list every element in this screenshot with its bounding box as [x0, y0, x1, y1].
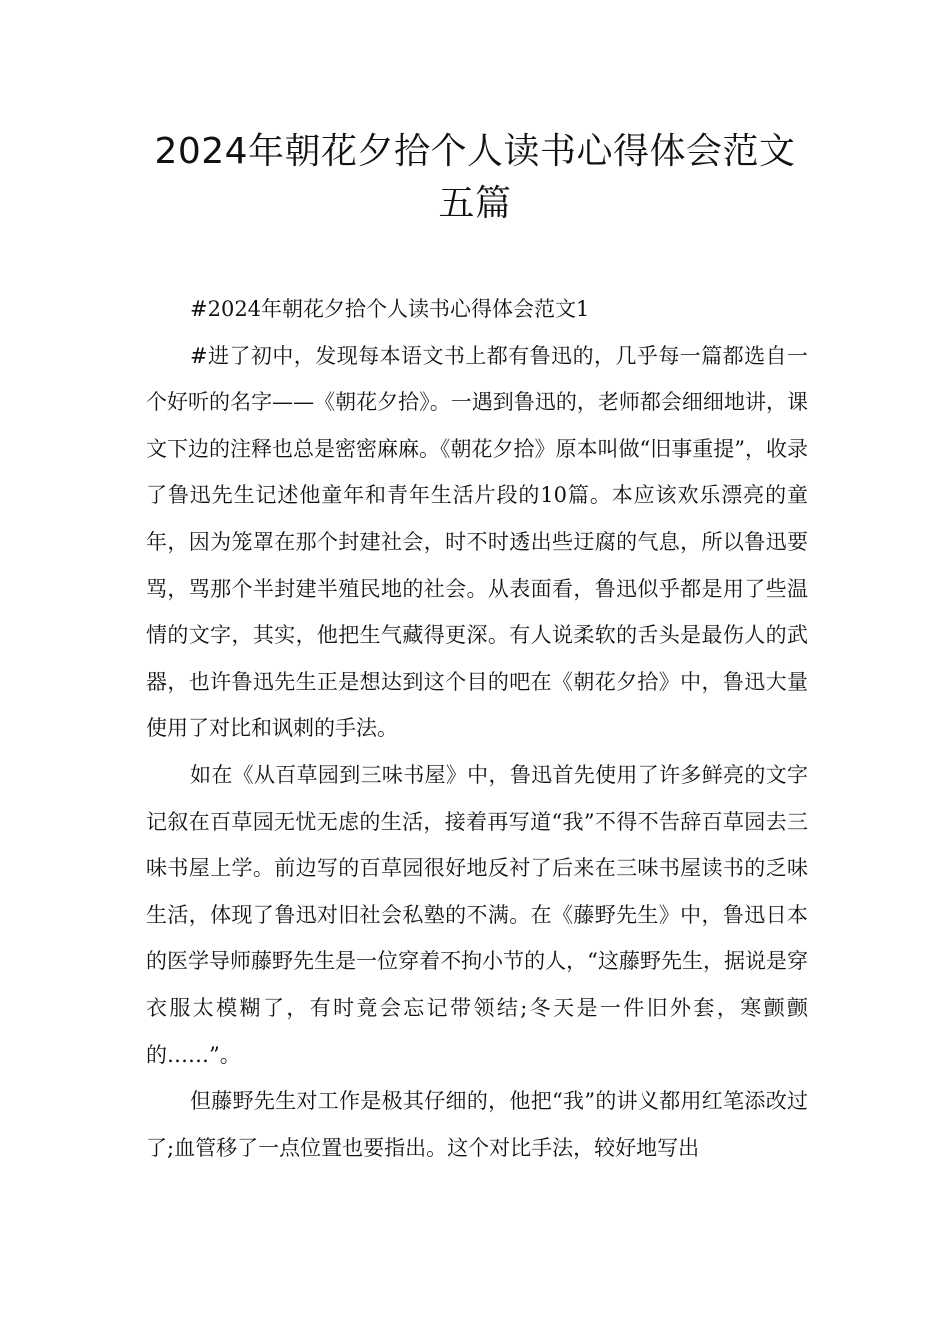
section-heading: #2024年朝花夕拾个人读书心得体会范文1 [190, 297, 590, 321]
document-body [146, 286, 808, 1171]
paragraph-3: 但藤野先生对工作是极其仔细的，他把“我”的讲义都用红笔添改过了;血管移了一点位置也要指出。这个对比手法，较好地写出 [146, 1089, 808, 1160]
title-line-2: 五篇 [438, 183, 512, 224]
paragraph-2: 如在《从百草园到三味书屋》中，鲁迅首先使用了许多鲜亮的文字记叙在百草园无忧无虑的生活，接着再写道“我”不得不告辞百草园去三味书屋上学。前边写的百草园很好地反衬了后来在三味书屋读书的乏味生活，体现了鲁迅对旧社会私塾的不满。在《藤野先生》中，鲁迅日本的医学导师藤野先生是一位穿着不拘小节的人，“这藤野先生，据说是穿衣服太模糊了，有时竟会忘记带领结;冬天是一件旧外套，寒颤颤的……”。 [146, 762, 808, 1067]
paragraph-1: #进了初中，发现每本语文书上都有鲁迅的，几乎每一篇都选自一个好听的名字——《朝花夕拾》。一遇到鲁迅的，老师都会细细地讲，课文下边的注释也总是密密麻麻。《朝花夕拾》原本叫做“旧事重提”，收录了鲁迅先生记述他童年和青年生活片段的10篇。本应该欢乐漂亮的童年，因为笼罩在那个封建社会，时不时透出些迂腐的气息，所以鲁迅要骂，骂那个半封建半殖民地的社会。从表面看，鲁迅似乎都是用了些温情的文字，其实，他把生气藏得更深。有人说柔软的舌头是最伤人的武器，也许鲁迅先生正是想达到这个目的吧在《朝花夕拾》中，鲁迅大量使用了对比和讽刺的手法。 [146, 343, 808, 741]
title-line-1: 2024年朝花夕拾个人读书心得体会范文 [154, 131, 796, 172]
document-title [60, 126, 890, 230]
